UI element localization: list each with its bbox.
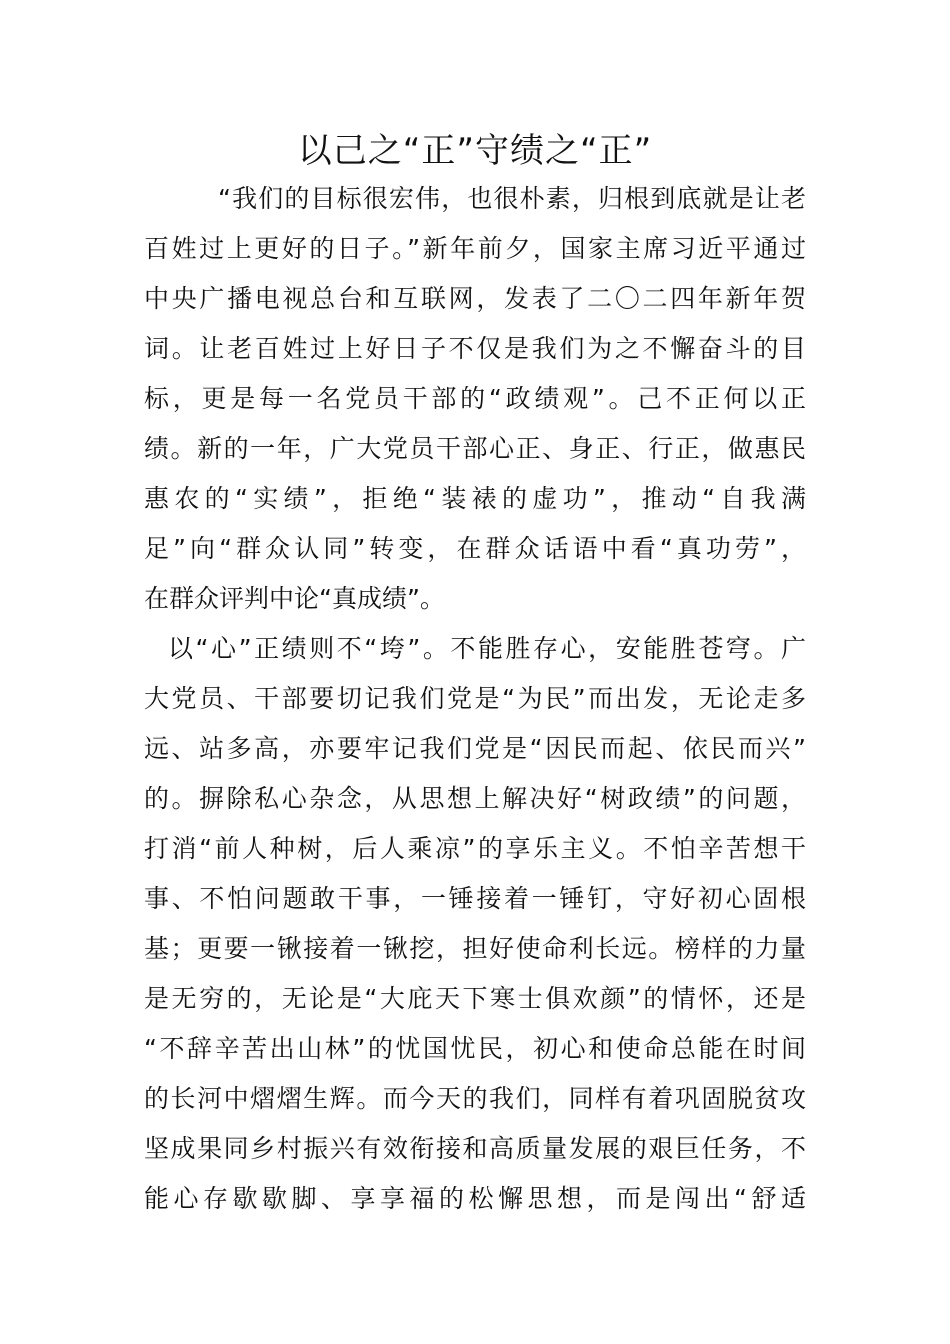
paragraph-line: 百姓过上更好的日子。”新年前夕，国家主席习近平通过 [144, 234, 806, 263]
paragraph-line: 远、站多高，亦要牢记我们党是“因民而起、依民而兴” [144, 734, 806, 763]
paragraph-line: 是无穷的，无论是“大庇天下寒士俱欢颜”的情怀，还是 [144, 984, 806, 1013]
paragraph-line: 事、不怕问题敢干事，一锤接着一锤钉，守好初心固根 [144, 884, 806, 913]
paragraph-line: 的。摒除私心杂念，从思想上解决好“树政绩”的问题， [144, 784, 806, 813]
paragraph-line: 足”向“群众认同”转变，在群众话语中看“真功劳”， [144, 534, 806, 563]
paragraph-line: 基；更要一锹接着一锹挖，担好使命利长远。榜样的力量 [144, 934, 806, 963]
paragraph-line: “我们的目标很宏伟，也很朴素，归根到底就是让老 [218, 184, 806, 213]
document-title: 以己之“正”守绩之“正” [297, 131, 653, 171]
paragraph-line: 以“心”正绩则不“垮”。不能胜存心，安能胜苍穹。广 [168, 634, 806, 663]
paragraph-line: 在群众评判中论“真成绩”。 [144, 584, 445, 613]
paragraph-line: 能心存歇歇脚、享享福的松懈思想，而是闯出“舒适 [144, 1184, 806, 1213]
paragraph-line: 打消“前人种树，后人乘凉”的享乐主义。不怕辛苦想干 [144, 834, 806, 863]
paragraph-line: 词。让老百姓过上好日子不仅是我们为之不懈奋斗的目 [144, 334, 806, 363]
paragraph-line: 坚成果同乡村振兴有效衔接和高质量发展的艰巨任务，不 [144, 1134, 806, 1163]
paragraph-line: 的长河中熠熠生辉。而今天的我们，同样有着巩固脱贫攻 [144, 1084, 806, 1113]
paragraph-line: 绩。新的一年，广大党员干部心正、身正、行正，做惠民 [144, 434, 806, 463]
paragraph-line: 大党员、干部要切记我们党是“为民”而出发，无论走多 [144, 684, 806, 713]
paragraph-line: “不辞辛苦出山林”的忧国忧民，初心和使命总能在时间 [144, 1034, 806, 1063]
paragraph-line: 中央广播电视总台和互联网，发表了二〇二四年新年贺 [144, 284, 806, 313]
paragraph-line: 标，更是每一名党员干部的“政绩观”。己不正何以正 [144, 384, 806, 413]
paragraph-line: 惠农的“实绩”，拒绝“装裱的虚功”，推动“自我满 [144, 484, 806, 513]
